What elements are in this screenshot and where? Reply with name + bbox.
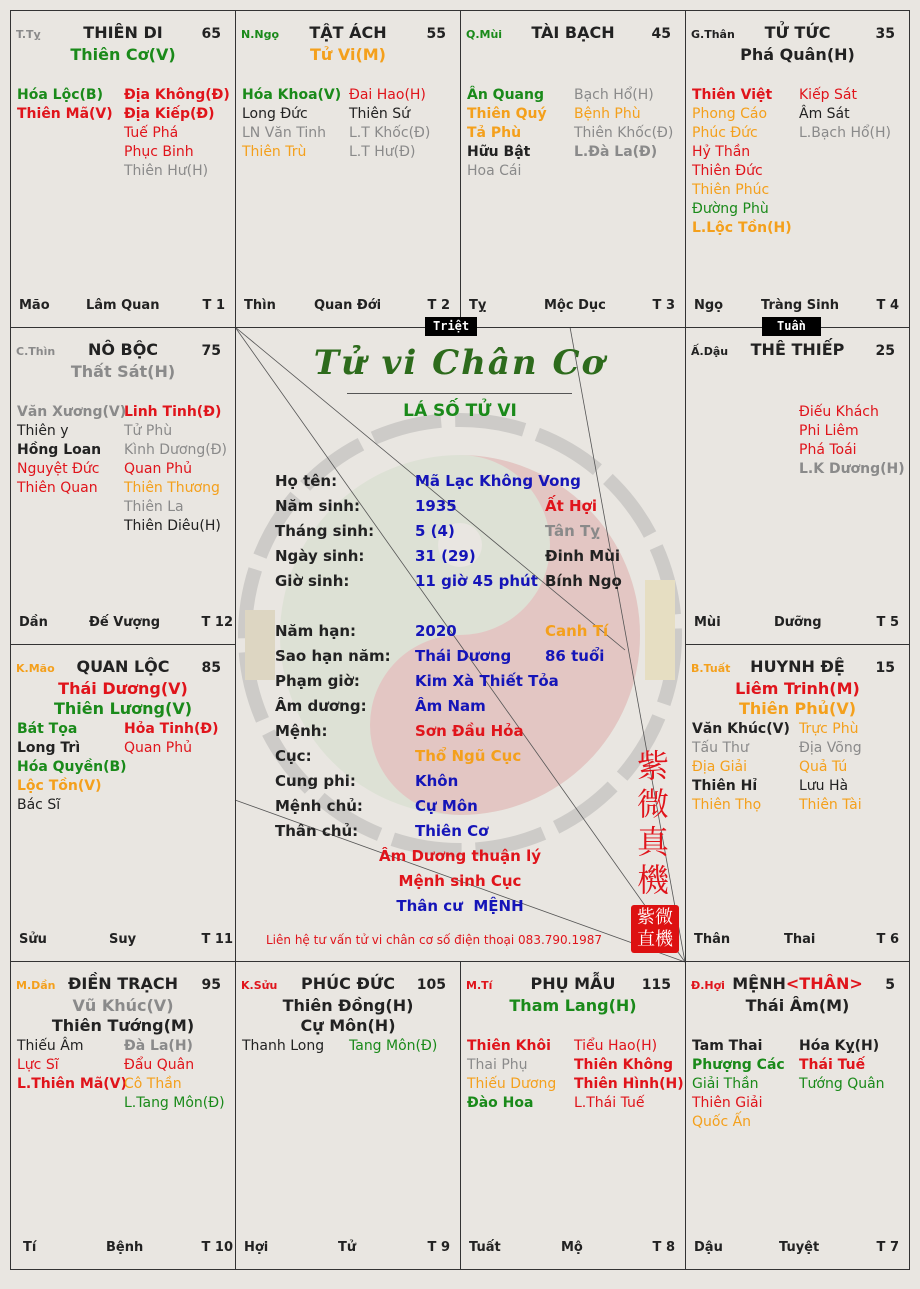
row-extra: Ất Hợi: [545, 497, 598, 515]
palace-can: T.Tỵ: [16, 28, 41, 41]
red-stamp: [631, 905, 679, 953]
star: L.Đà La(Đ): [574, 144, 658, 160]
tuan-marker: Tuần: [762, 317, 821, 336]
stars-right: [799, 86, 891, 143]
stage: Mộ: [561, 1240, 583, 1255]
row-label: Họ tên:: [275, 472, 338, 490]
row-value: Thái Dương: [415, 647, 512, 665]
palace-age: 65: [201, 26, 221, 42]
main-star: Thiên Tướng(M): [51, 1016, 195, 1035]
star: Thiên Sứ: [349, 106, 411, 122]
star: Thiên Khôi: [467, 1038, 551, 1054]
palace-age: 85: [201, 660, 221, 676]
than-cu-label: Thân cư: [396, 897, 463, 915]
palace-name: PHỤ MẪU: [530, 974, 616, 993]
star: Thiên Tài: [799, 797, 862, 813]
row-value: Thiên Cơ: [415, 822, 489, 840]
order: T 12: [201, 615, 233, 630]
palace-age: 45: [651, 26, 671, 42]
stars-left: [692, 720, 790, 815]
star: Đà La(H): [124, 1038, 193, 1054]
star: Quan Phủ: [124, 461, 192, 477]
star: Long Trì: [17, 740, 81, 756]
star: Thiên Quan: [17, 480, 98, 496]
row-value: Âm Nam: [415, 697, 486, 715]
stars-right: [799, 1037, 885, 1094]
row-value: 5 (4): [415, 522, 455, 540]
star: Thiên Không: [574, 1057, 674, 1073]
palace-age: 115: [641, 977, 671, 993]
palace-name: [686, 974, 909, 993]
star: Văn Khúc(V): [692, 721, 790, 737]
star: Nguyệt Đức: [17, 461, 100, 477]
palace-name: PHÚC ĐỨC: [301, 974, 395, 993]
row-extra: Bính Ngọ: [545, 572, 622, 590]
row-extra: Canh Tí: [545, 622, 609, 640]
palace-than-marker: <THÂN>: [785, 974, 863, 993]
row-extra: 86 tuổi: [545, 647, 605, 665]
palace-can: K.Mão: [16, 662, 55, 675]
palace-age: 25: [875, 343, 895, 359]
main-star: Thái Âm(M): [745, 996, 850, 1015]
seal-vertical: [633, 747, 673, 899]
star: Hóa Quyền(B): [17, 759, 127, 775]
star: Thiên Diêu(H): [124, 518, 221, 534]
branch: Dần: [19, 615, 48, 630]
star: Thiên Đức: [692, 163, 763, 179]
star: Thiên Phúc: [692, 182, 770, 198]
palace-name: TẬT ÁCH: [309, 23, 387, 42]
seal-char: 微: [636, 785, 669, 823]
star: Thiên Việt: [692, 87, 773, 103]
stars-left: [17, 86, 113, 124]
star: Địa Kiếp(Đ): [124, 106, 215, 122]
star: Hoa Cái: [467, 163, 522, 179]
row-label: Tháng sinh:: [275, 522, 375, 540]
stage: Dưỡng: [774, 615, 822, 630]
star: Hỏa Tinh(Đ): [124, 721, 219, 737]
branch: Dậu: [694, 1240, 723, 1255]
star: L.T Khốc(Đ): [349, 125, 431, 141]
stars-right: [799, 403, 905, 479]
star: Trực Phù: [799, 721, 859, 737]
palace-name-text: MỆNH: [732, 974, 786, 993]
branch: Tuất: [469, 1240, 501, 1255]
star: Âm Sát: [799, 106, 850, 122]
stars-right: [124, 403, 227, 536]
star: Đường Phù: [692, 201, 769, 217]
star: Thanh Long: [242, 1038, 325, 1054]
star: Hữu Bật: [467, 144, 531, 160]
stage: Thai: [784, 932, 816, 947]
stars-right: [124, 720, 218, 758]
palace-suu[interactable]: [235, 961, 461, 1270]
horoscope-chart: [10, 10, 910, 1270]
star: Phúc Đức: [692, 125, 758, 141]
star: Hỷ Thần: [692, 144, 751, 160]
palace-age: 35: [875, 26, 895, 42]
stage: Đế Vượng: [89, 615, 161, 630]
star: L.Tang Môn(Đ): [124, 1095, 225, 1111]
star: Thiên Hư(H): [124, 163, 209, 179]
order: T 8: [652, 1240, 675, 1255]
star: Tuế Phá: [124, 125, 179, 141]
palace-name: QUAN LỘC: [76, 657, 170, 676]
palace-can: M.Dần: [16, 979, 56, 992]
stage: Lâm Quan: [86, 298, 160, 313]
seal-char: 機: [636, 861, 669, 899]
star: Thiên Mã(V): [17, 106, 113, 122]
palace-thin[interactable]: [10, 327, 236, 645]
branch: Thìn: [244, 298, 276, 313]
palace-can: Ấ.Dậu: [691, 345, 729, 358]
main-star: Tham Lang(H): [509, 996, 637, 1015]
main-star: Cự Môn(H): [300, 1016, 396, 1035]
row-label: Ngày sinh:: [275, 547, 365, 565]
star: Thiên Khốc(Đ): [574, 125, 674, 141]
row-value: 31 (29): [415, 547, 476, 565]
star: L.T Hư(Đ): [349, 144, 416, 160]
row-label: Âm dương:: [275, 697, 367, 715]
order: T 6: [876, 932, 899, 947]
star: Địa Võng: [799, 740, 862, 756]
palace-can: Q.Mùi: [466, 28, 503, 41]
stamp-text: 紫微直機: [637, 907, 673, 950]
row-value: Khôn: [415, 772, 459, 790]
seal-char: 真: [636, 823, 669, 861]
star: Đẩu Quân: [124, 1057, 195, 1073]
order: T 10: [201, 1240, 233, 1255]
summary-yinyang: Âm Dương thuận lý: [378, 847, 541, 865]
summary-than-cu: [235, 897, 685, 915]
row-extra: Tân Tỵ: [545, 522, 601, 540]
star: Thiên Hỉ: [692, 778, 758, 794]
star: Hóa Kỵ(H): [799, 1038, 880, 1054]
palace-can: N.Ngọ: [241, 28, 280, 41]
main-star: Thiên Cơ(V): [70, 45, 176, 64]
stars-right: [124, 86, 230, 181]
palace-hoi[interactable]: [685, 961, 910, 1270]
star: Thái Tuế: [799, 1057, 866, 1073]
star: LN Văn Tinh: [242, 125, 326, 141]
star: Quốc Ấn: [692, 1114, 752, 1130]
star: L.Lộc Tồn(H): [692, 220, 792, 236]
star: Bác Sĩ: [17, 797, 61, 813]
stars-left: [17, 720, 127, 815]
branch: Mùi: [694, 615, 721, 630]
stage: Quan Đới: [314, 298, 382, 313]
branch: Thân: [694, 932, 731, 947]
order: T 1: [202, 298, 225, 313]
palace-mui[interactable]: [460, 10, 686, 328]
palace-ty[interactable]: [10, 10, 236, 328]
main-star: Phá Quân(H): [740, 45, 855, 64]
palace-name: THÊ THIẾP: [750, 340, 845, 359]
star: Địa Không(Đ): [124, 87, 230, 103]
contact-line[interactable]: Liên hệ tư vấn tử vi chân cơ số điện thoại 083.790.1987: [266, 933, 603, 947]
star: Long Đức: [242, 106, 308, 122]
stars-left: [467, 1037, 556, 1113]
star: Lực Sĩ: [17, 1057, 59, 1073]
stage: Tràng Sinh: [761, 298, 840, 313]
star: Lộc Tồn(V): [17, 778, 102, 794]
row-label: Mệnh chủ:: [275, 797, 363, 815]
star: L.Bạch Hổ(H): [799, 125, 891, 141]
star: Kiếp Sát: [799, 87, 857, 103]
star: Tiểu Hao(H): [574, 1038, 658, 1054]
row-value: 11 giờ 45 phút: [415, 572, 538, 590]
row-label: Phạm giờ:: [275, 672, 360, 690]
order: T 9: [427, 1240, 450, 1255]
stars-left: [467, 86, 547, 181]
stars-right: [574, 86, 673, 162]
stage: Suy: [109, 932, 137, 947]
star: Thiên Giải: [692, 1095, 763, 1111]
star: Điếu Khách: [799, 404, 879, 420]
star: Bát Tọa: [17, 721, 78, 737]
row-value: Mã Lạc Không Vong: [415, 472, 581, 490]
palace-age: 95: [201, 977, 221, 993]
row-label: Giờ sinh:: [275, 572, 350, 590]
star: Kình Dương(Đ): [124, 442, 228, 458]
palace-dan[interactable]: [10, 961, 236, 1270]
stars-right: [799, 720, 862, 815]
main-star: Thất Sát(H): [70, 362, 176, 381]
main-star: Tử Vi(M): [309, 45, 386, 64]
star: Văn Xương(V): [17, 404, 127, 420]
star: Địa Giải: [692, 759, 747, 775]
palace-age: 15: [875, 660, 895, 676]
star: Phá Toái: [799, 442, 857, 458]
order: T 4: [876, 298, 899, 313]
star: Cô Thần: [124, 1076, 182, 1092]
star: Quan Phủ: [124, 740, 192, 756]
star: Phục Binh: [124, 144, 194, 160]
star: Thiếu Âm: [17, 1038, 84, 1054]
logo-underline: [347, 393, 572, 394]
order: T 5: [876, 615, 899, 630]
star: Thiên Quý: [467, 106, 547, 122]
stage: Bệnh: [106, 1240, 144, 1255]
stars-right: [574, 1037, 684, 1113]
star: Thiếu Dương: [467, 1076, 557, 1092]
stars-left: [17, 1037, 127, 1094]
palace-can: C.Thìn: [16, 345, 56, 358]
row-value: 1935: [415, 497, 457, 515]
palace-tuat[interactable]: [685, 644, 910, 962]
branch: Tỵ: [469, 298, 487, 313]
star: Lưu Hà: [799, 778, 849, 794]
branch: Hợi: [244, 1240, 269, 1255]
palace-name: TÀI BẠCH: [531, 23, 615, 42]
center-info-panel: [235, 327, 685, 962]
order: T 7: [876, 1240, 899, 1255]
summary-menh-cuc: Mệnh sinh Cục: [398, 872, 522, 890]
row-label: Cung phi:: [275, 772, 356, 790]
row-extra: Đinh Mùi: [545, 547, 621, 565]
row-label: Cục:: [275, 747, 312, 765]
palace-age: 55: [426, 26, 446, 42]
palace-can: B.Tuất: [691, 662, 731, 675]
star: Tang Môn(Đ): [349, 1038, 438, 1054]
order: T 11: [201, 932, 233, 947]
row-label: Sao hạn năm:: [275, 647, 391, 665]
palace-dau[interactable]: [685, 327, 910, 645]
star: Tấu Thư: [692, 740, 749, 756]
order: T 2: [427, 298, 450, 313]
star: L.Thiên Mã(V): [17, 1076, 127, 1092]
palace-age: 5: [885, 977, 895, 993]
palace-ngo[interactable]: [235, 10, 461, 328]
palace-name: NÔ BỘC: [87, 340, 159, 359]
star: Giải Thần: [692, 1076, 759, 1092]
row-value: 2020: [415, 622, 457, 640]
row-label: Năm sinh:: [275, 497, 360, 515]
star: Tướng Quân: [799, 1076, 885, 1092]
main-star: Liêm Trinh(M): [735, 679, 860, 698]
star: Phi Liêm: [799, 423, 859, 439]
palace-can: M.Tí: [466, 979, 493, 992]
palace-name: HUYNH ĐỆ: [750, 657, 845, 676]
row-label: Thân chủ:: [275, 822, 359, 840]
palace-age: 75: [201, 343, 221, 359]
star: Thai Phụ: [467, 1057, 528, 1073]
star: Tử Phù: [124, 423, 173, 439]
star: Đào Hoa: [467, 1095, 534, 1111]
star: Phong Cáo: [692, 106, 768, 122]
row-value: Thổ Ngũ Cục: [415, 747, 522, 765]
stars-left: [692, 1037, 785, 1132]
star: Ân Quang: [467, 87, 544, 103]
stars-left: [242, 1037, 324, 1056]
stars-left: [17, 403, 126, 498]
star: Bạch Hổ(H): [574, 87, 654, 103]
star: Phượng Các: [692, 1057, 785, 1073]
palace-name: THIÊN DI: [83, 23, 163, 42]
branch: Tí: [23, 1240, 37, 1255]
stars-left: [692, 86, 792, 238]
row-value: Sơn Đầu Hỏa: [415, 722, 524, 740]
star: L.K Dương(H): [799, 461, 905, 477]
star: Linh Tinh(Đ): [124, 404, 222, 420]
logo: Tử vi Chân Cơ: [313, 343, 607, 383]
branch: Ngọ: [694, 298, 724, 313]
order: T 3: [652, 298, 675, 313]
main-star: Thiên Lương(V): [53, 699, 193, 718]
row-value: Kim Xà Thiết Tỏa: [415, 672, 559, 690]
star: Đai Hao(H): [349, 87, 426, 103]
seal-char: 紫: [636, 747, 669, 785]
stage: Tuyệt: [779, 1240, 820, 1255]
star: Thiên Thương: [124, 480, 220, 496]
branch: Sửu: [19, 932, 47, 947]
palace-age: 105: [416, 977, 446, 993]
palace-name: ĐIỀN TRẠCH: [68, 974, 178, 993]
than-cu-value: MỆNH: [473, 897, 524, 915]
star: Thiên y: [17, 423, 69, 439]
branch: Mão: [19, 298, 50, 313]
palace-can: Đ.Hợi: [691, 979, 725, 992]
stars-left: [242, 86, 341, 162]
row-label: Mệnh:: [275, 722, 328, 740]
star: Quả Tú: [799, 759, 848, 775]
row-label: Năm hạn:: [275, 622, 357, 640]
star: Tam Thai: [692, 1038, 763, 1054]
star: Tả Phù: [467, 125, 522, 141]
triet-marker: Triệt: [425, 317, 477, 336]
star: Hồng Loan: [17, 442, 102, 458]
main-star: Thiên Đồng(H): [282, 996, 414, 1015]
star: Thiên Trù: [242, 144, 307, 160]
palace-can: K.Sửu: [241, 979, 278, 992]
stars-right: [349, 1037, 437, 1056]
stars-right: [124, 1037, 225, 1113]
row-value: Cự Môn: [415, 797, 478, 815]
stage: Tử: [338, 1240, 357, 1255]
palace-can: G.Thân: [691, 28, 735, 41]
palace-name: TỬ TỨC: [764, 23, 831, 42]
stars-right: [349, 86, 430, 162]
star: Thiên Hình(H): [574, 1076, 684, 1092]
star: Thiên Thọ: [692, 797, 762, 813]
star: Hóa Khoa(V): [242, 87, 342, 103]
star: Thiên La: [124, 499, 184, 515]
star: Hóa Lộc(B): [17, 87, 103, 103]
main-star: Vũ Khúc(V): [72, 996, 174, 1015]
star: L.Thái Tuế: [574, 1095, 645, 1111]
palace-than[interactable]: [685, 10, 910, 328]
main-star: Thiên Phủ(V): [738, 699, 857, 718]
palace-mao[interactable]: [10, 644, 236, 962]
main-star: Thái Dương(V): [58, 679, 188, 698]
palace-ti[interactable]: [460, 961, 686, 1270]
star: Bệnh Phù: [574, 106, 641, 122]
chart-title: LÁ SỐ TỬ VI: [403, 401, 517, 421]
stage: Mộc Dục: [544, 298, 606, 313]
